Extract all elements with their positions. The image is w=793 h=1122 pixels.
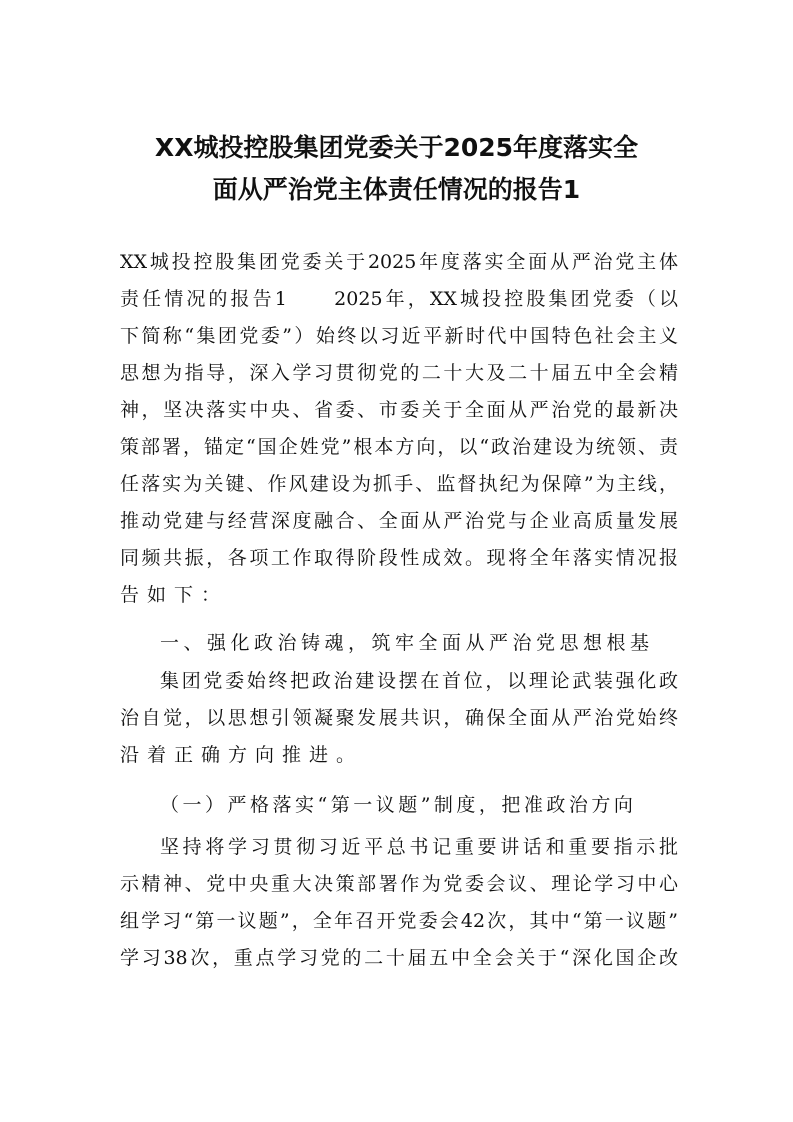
subsection-body-line: 组学习“第一议题”，全年召开党委会42次，其中“第一议题”	[120, 910, 678, 932]
intro-line: 责任情况的报告1 2025年，XX城投控股集团党委（以	[120, 288, 678, 310]
document-title-line-2: 面从严治党主体责任情况的报告1	[212, 175, 581, 204]
intro-line: XX城投控股集团党委关于2025年度落实全面从严治党主体	[120, 251, 678, 273]
subsection-heading: （一）严格落实“第一议题”制度，把准政治方向	[160, 794, 637, 816]
subsection-body-line: 坚持将学习贯彻习近平总书记重要讲话和重要指示批	[160, 836, 678, 858]
subsection-body-line: 示精神、党中央重大决策部署作为党委会议、理论学习中心	[120, 873, 678, 895]
document-title-line-1: XX城投控股集团党委关于2025年度落实全	[154, 133, 639, 162]
section-body-line: 沿着正确方向推进。	[120, 744, 364, 766]
intro-line: 思想为指导，深入学习贯彻党的二十大及二十届五中全会精	[120, 362, 678, 384]
intro-line: 推动党建与经营深度融合、全面从严治党与企业高质量发展	[120, 510, 678, 532]
section-body-line: 集团党委始终把政治建设摆在首位，以理论武装强化政	[160, 670, 678, 692]
intro-line: 下简称“集团党委”）始终以习近平新时代中国特色社会主义	[120, 325, 678, 347]
intro-line: 策部署，锚定“国企姓党”根本方向，以“政治建设为统领、责	[120, 436, 678, 458]
subsection-body-line: 学习38次，重点学习党的二十届五中全会关于“深化国企改	[120, 947, 678, 969]
intro-line: 任落实为关键、作风建设为抓手、监督执纪为保障”为主线，	[120, 473, 678, 495]
intro-line: 同频共振，各项工作取得阶段性成效。现将全年落实情况报	[120, 547, 678, 569]
intro-line: 神，坚决落实中央、省委、市委关于全面从严治党的最新决	[120, 399, 678, 421]
section-body-line: 治自觉，以思想引领凝聚发展共识，确保全面从严治党始终	[120, 707, 678, 729]
intro-line: 告如下：	[120, 584, 229, 606]
section-heading: 一、强化政治铸魂，筑牢全面从严治党思想根基	[160, 632, 654, 654]
